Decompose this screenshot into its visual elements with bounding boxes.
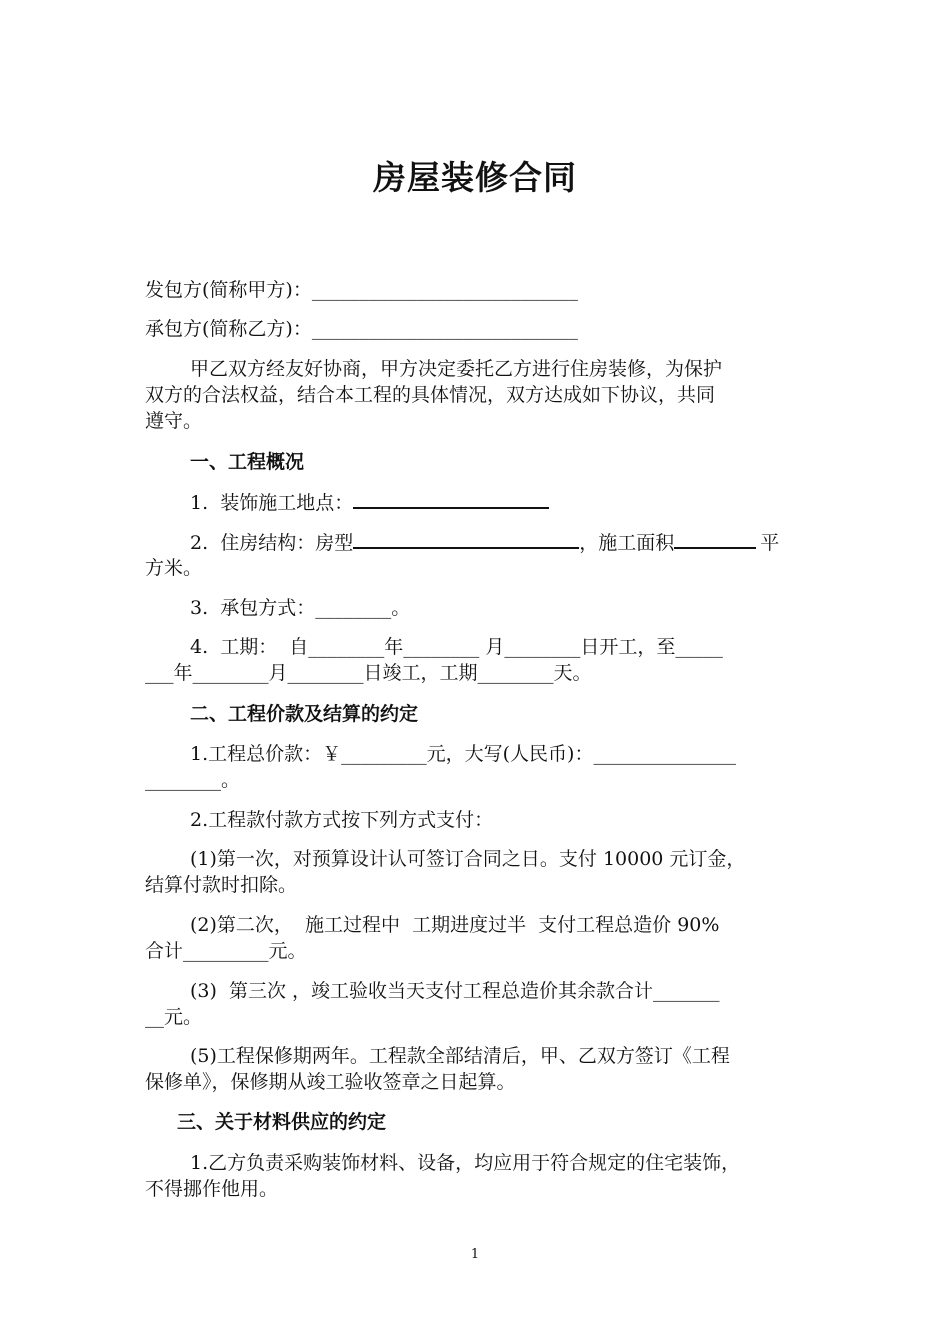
payment-3-line-1: (3) 第三次 ，竣工验收当天支付工程总造价其余款合计_______	[190, 980, 720, 1002]
party-b-line: 承包方(简称乙方)：____________________________	[145, 318, 578, 340]
blank-underline	[353, 489, 549, 509]
page-number: 1	[470, 1247, 480, 1262]
party-a-line: 发包方(简称甲方)：____________________________	[145, 279, 578, 301]
intro-line-3: 遵守。	[145, 410, 203, 432]
section-heading-1: 一、工程概况	[190, 451, 305, 473]
material-line-1: 1.乙方负责采购装饰材料、设备，均应用于符合规定的住宅装饰，	[190, 1152, 741, 1174]
item-2-text-c: 平	[760, 532, 780, 554]
price-line-1: 1.工程总价款：￥_________元，大写(人民币)：_______________	[190, 743, 736, 765]
section-heading-2: 二、工程价款及结算的约定	[190, 703, 419, 725]
payment-method-line: 2.工程款付款方式按下列方式支付：	[190, 809, 494, 831]
item-4-line-1: 4. 工期： 自________年________ 月________日开工，至_____	[190, 636, 723, 658]
payment-2-line-2: 合计_________元。	[145, 940, 307, 962]
blank-underline	[353, 529, 579, 549]
item-4-line-2: ___年________月________日竣工，工期________天。	[145, 662, 592, 684]
item-2-line	[190, 529, 779, 557]
material-line-2: 不得挪作他用。	[145, 1178, 279, 1200]
payment-3-line-2: __元。	[145, 1006, 203, 1028]
item-2-text-a: 2. 住房结构：房型	[190, 532, 354, 554]
price-line-2: ________。	[145, 769, 241, 791]
item-1-line	[190, 489, 549, 517]
warranty-line-1: (5)工程保修期两年。工程款全部结清后，甲、乙双方签订《工程	[190, 1045, 730, 1067]
page-title: 房屋装修合同	[373, 158, 577, 197]
payment-1-line-2: 结算付款时扣除。	[145, 874, 298, 896]
item-1-label: 1. 装饰施工地点：	[190, 492, 354, 514]
intro-line-2: 双方的合法权益，结合本工程的具体情况，双方达成如下协议，共同	[145, 384, 716, 406]
payment-1-line-1: (1)第一次，对预算设计认可签订合同之日。支付 10000 元订金，	[190, 848, 746, 870]
payment-2-line-1: (2)第二次， 施工过程中 工期进度过半 支付工程总造价 90%	[190, 914, 720, 936]
blank-underline	[674, 529, 756, 549]
item-3-line: 3. 承包方式：________。	[190, 597, 411, 619]
intro-line-1: 甲乙双方经友好协商，甲方决定委托乙方进行住房装修，为保护	[190, 358, 723, 380]
section-heading-3: 三、关于材料供应的约定	[177, 1111, 387, 1133]
warranty-line-2: 保修单》，保修期从竣工验收签章之日起算。	[145, 1071, 516, 1093]
item-2-continuation: 方米。	[145, 557, 203, 579]
item-2-text-b: ，施工面积	[579, 532, 675, 554]
